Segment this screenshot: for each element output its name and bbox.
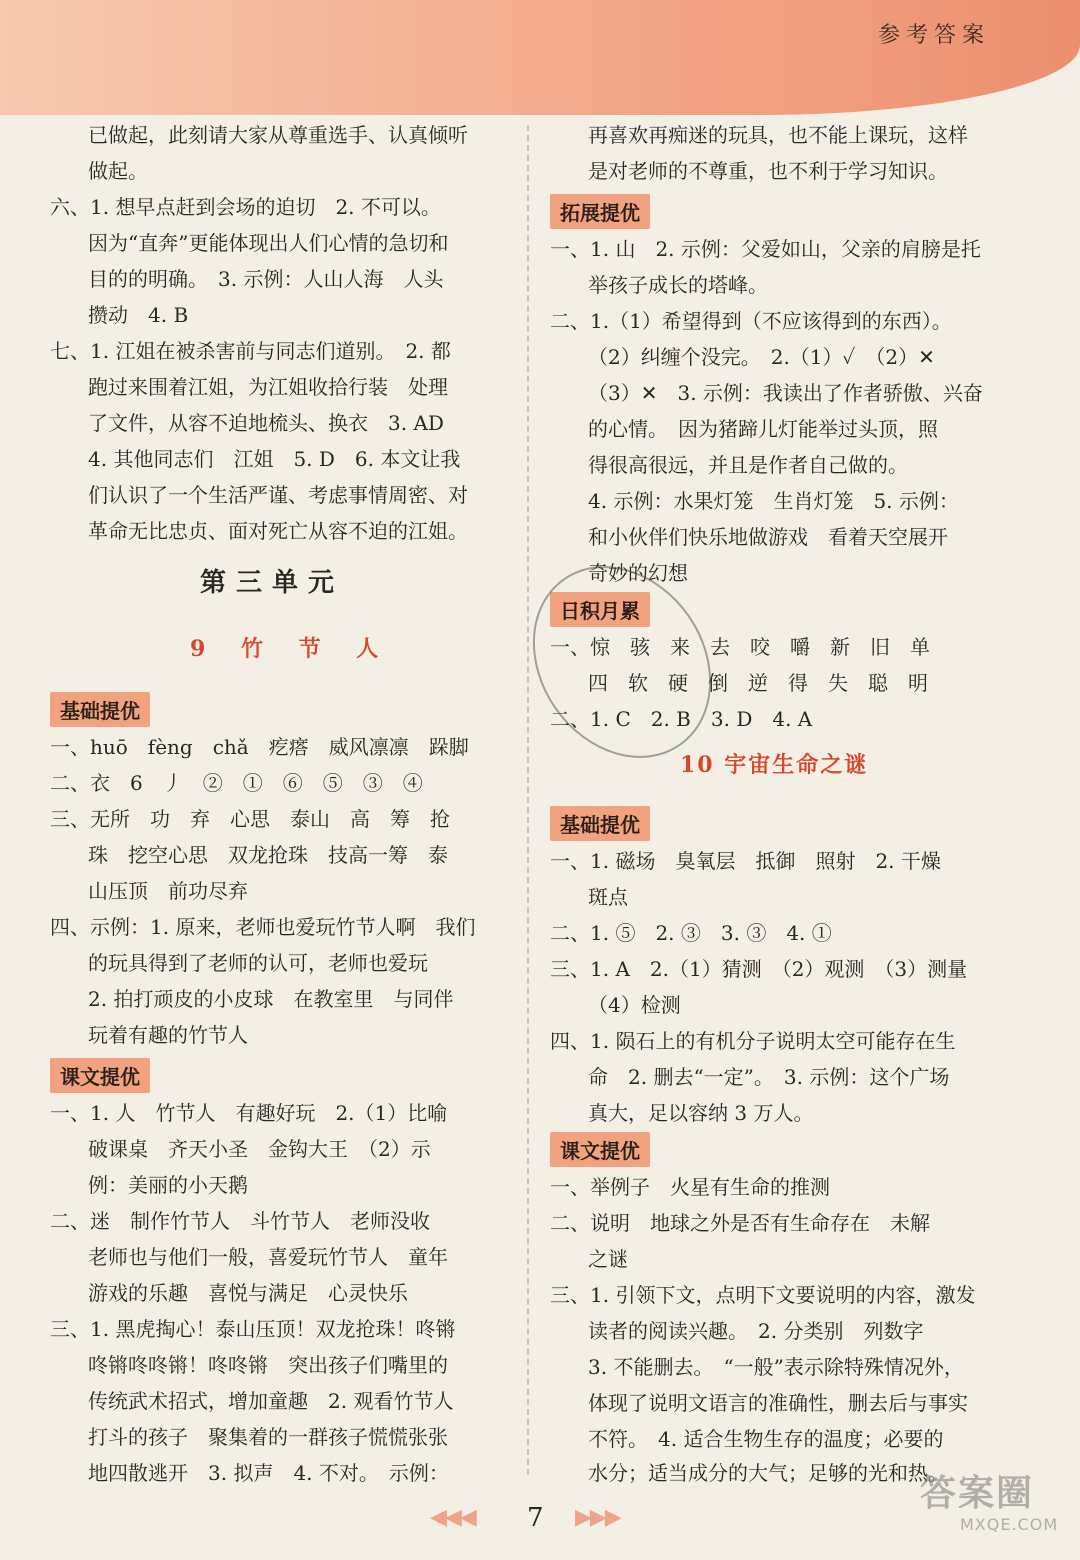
watermark-text: 答案圈: [920, 1473, 1035, 1514]
text-line: 革命无比忠贞、面对死亡从容不迫的江姐。: [88, 519, 468, 543]
section-tag-jichu: 基础提优: [50, 692, 150, 727]
text-line: 体现了说明文语言的准确性，删去后与事实: [588, 1391, 968, 1415]
text-line: 三、1. 引领下文，点明下文要说明的内容，激发: [550, 1283, 976, 1307]
text-line: 破课桌 齐天小圣 金钩大王 （2）示: [88, 1137, 431, 1161]
text-line: 的心情。 因为猪蹄儿灯能举过头顶，照: [588, 417, 938, 441]
text-line: 做起。: [88, 159, 148, 183]
section-tag-kewen: 课文提优: [50, 1058, 150, 1093]
section-tag-rijilei: 日积月累: [550, 592, 650, 627]
text-line: 跑过来围着江姐，为江姐收拾行装 处理: [88, 375, 448, 399]
text-line: 六、1. 想早点赶到会场的迫切 2. 不可以。: [50, 195, 441, 219]
text-line: 一、举例子 火星有生命的推测: [550, 1175, 830, 1199]
text-line: 二、衣 6 丿 ② ① ⑥ ⑤ ③ ④: [50, 771, 423, 795]
text-line: 一、惊 骇 来 去 咬 嚼 新 旧 单: [550, 635, 930, 659]
text-line: 们认识了一个生活严谨、考虑事情周密、对: [88, 483, 468, 507]
text-line: 一、1. 山 2. 示例：父爱如山，父亲的肩膀是托: [550, 237, 981, 261]
text-line: （3）✕ 3. 示例：我读出了作者骄傲、兴奋: [588, 381, 983, 405]
section-tag-kewen: 课文提优: [550, 1132, 650, 1167]
text-line: 已做起，此刻请大家从尊重选手、认真倾听: [88, 123, 468, 147]
text-line: 传统武术招式，增加童趣 2. 观看竹节人: [88, 1389, 454, 1413]
header-title: 参考答案: [877, 23, 990, 48]
text-line: 4. 其他同志们 江姐 5. D 6. 本文让我: [88, 447, 461, 471]
text-line: 一、1. 人 竹节人 有趣好玩 2.（1）比喻: [50, 1101, 448, 1125]
text-line: 目的的明确。 3. 示例：人山人海 人头: [88, 267, 444, 291]
text-line: 打斗的孩子 聚集着的一群孩子慌慌张张: [88, 1425, 448, 1449]
text-line: 游戏的乐趣 喜悦与满足 心灵快乐: [88, 1281, 408, 1305]
text-line: 再喜欢再痴迷的玩具，也不能上课玩，这样: [588, 123, 968, 147]
text-line: 一、huō fèng chǎ 疙瘩 威风凛凛 跺脚: [50, 735, 469, 759]
text-line: 三、无所 功 弃 心思 泰山 高 筹 抢: [50, 807, 450, 831]
lesson-title: 9 竹 节 人: [190, 636, 393, 662]
text-line: 读者的阅读兴趣。 2. 分类别 列数字: [588, 1319, 924, 1343]
text-line: 3. 不能删去。 “一般”表示除特殊情况外，: [588, 1355, 964, 1379]
text-line: 因为“直奔”更能体现出人们心情的急切和: [88, 231, 449, 255]
text-line: 四 软 硬 倒 逆 得 失 聪 明: [588, 671, 928, 695]
text-line: 山压顶 前功尽弃: [88, 879, 248, 903]
text-line: 玩着有趣的竹节人: [88, 1023, 248, 1047]
text-line: 不符。 4. 适合生物生存的温度；必要的: [588, 1427, 944, 1451]
text-line: （2）纠缠个没完。 2.（1）✓ （2）✕: [588, 345, 935, 369]
section-tag-jichu: 基础提优: [550, 806, 650, 841]
text-line: 举孩子成长的塔峰。: [588, 273, 768, 297]
lesson-title: 10 宇宙生命之谜: [680, 752, 869, 778]
text-line: 老师也与他们一般，喜爱玩竹节人 童年: [88, 1245, 448, 1269]
arrow-left-icon: ◀◀◀: [430, 1505, 475, 1530]
text-line: 水分；适当成分的大气；足够的光和热。: [588, 1461, 948, 1485]
watermark-url: MXQE.COM: [960, 1515, 1059, 1534]
text-line: （4）检测: [588, 993, 681, 1017]
text-line: 咚锵咚咚锵！咚咚锵 突出孩子们嘴里的: [88, 1353, 448, 1377]
text-line: 攒动 4. B: [88, 303, 189, 327]
text-line: 命 2. 删去“一定”。 3. 示例：这个广场: [588, 1065, 950, 1089]
unit-title: 第三单元: [200, 568, 345, 598]
section-tag-tuozhan: 拓展提优: [550, 194, 650, 229]
text-line: 三、1. 黑虎掏心！泰山压顶！双龙抢珠！咚锵: [50, 1317, 456, 1341]
text-line: 二、迷 制作竹节人 斗竹节人 老师没收: [50, 1209, 430, 1233]
text-line: 四、示例：1. 原来，老师也爱玩竹节人啊 我们: [50, 915, 476, 939]
text-line: 奇妙的幻想: [588, 561, 688, 585]
text-line: 二、1.（1）希望得到（不应该得到的东西）。: [550, 309, 952, 333]
text-line: 地四散逃开 3. 拟声 4. 不对。 示例：: [88, 1461, 449, 1485]
column-divider: [527, 125, 529, 1475]
text-line: 珠 挖空心思 双龙抢珠 技高一筹 泰: [88, 843, 448, 867]
text-line: 三、1. A 2.（1）猜测 （2）观测 （3）测量: [550, 957, 968, 981]
page-number: 7: [527, 1503, 544, 1533]
text-line: 2. 拍打顽皮的小皮球 在教室里 与同伴: [88, 987, 454, 1011]
text-line: 一、1. 磁场 臭氧层 抵御 照射 2. 干燥: [550, 849, 941, 873]
text-line: 七、1. 江姐在被杀害前与同志们道别。 2. 都: [50, 339, 451, 363]
text-line: 4. 示例：水果灯笼 生肖灯笼 5. 示例：: [588, 489, 959, 513]
text-line: 得很高很远，并且是作者自己做的。: [588, 453, 908, 477]
text-line: 二、1. C 2. B 3. D 4. A: [550, 707, 813, 731]
text-line: 之谜: [588, 1247, 628, 1271]
text-line: 是对老师的不尊重，也不利于学习知识。: [588, 159, 948, 183]
text-line: 真大，足以容纳 3 万人。: [588, 1101, 814, 1125]
arrow-right-icon: ▶▶▶: [575, 1505, 620, 1530]
text-line: 了文件，从容不迫地梳头、换衣 3. AD: [88, 411, 444, 435]
text-line: 二、说明 地球之外是否有生命存在 未解: [550, 1211, 930, 1235]
text-line: 和小伙伴们快乐地做游戏 看着天空展开: [588, 525, 948, 549]
watermark-logo: [900, 1465, 1070, 1545]
text-line: 例：美丽的小天鹅: [88, 1173, 248, 1197]
text-line: 四、1. 陨石上的有机分子说明太空可能存在生: [550, 1029, 956, 1053]
text-line: 斑点: [588, 885, 628, 909]
header-banner: [0, 0, 1080, 115]
text-line: 二、1. ⑤ 2. ③ 3. ③ 4. ①: [550, 921, 832, 945]
text-line: 的玩具得到了老师的认可，老师也爱玩: [88, 951, 428, 975]
